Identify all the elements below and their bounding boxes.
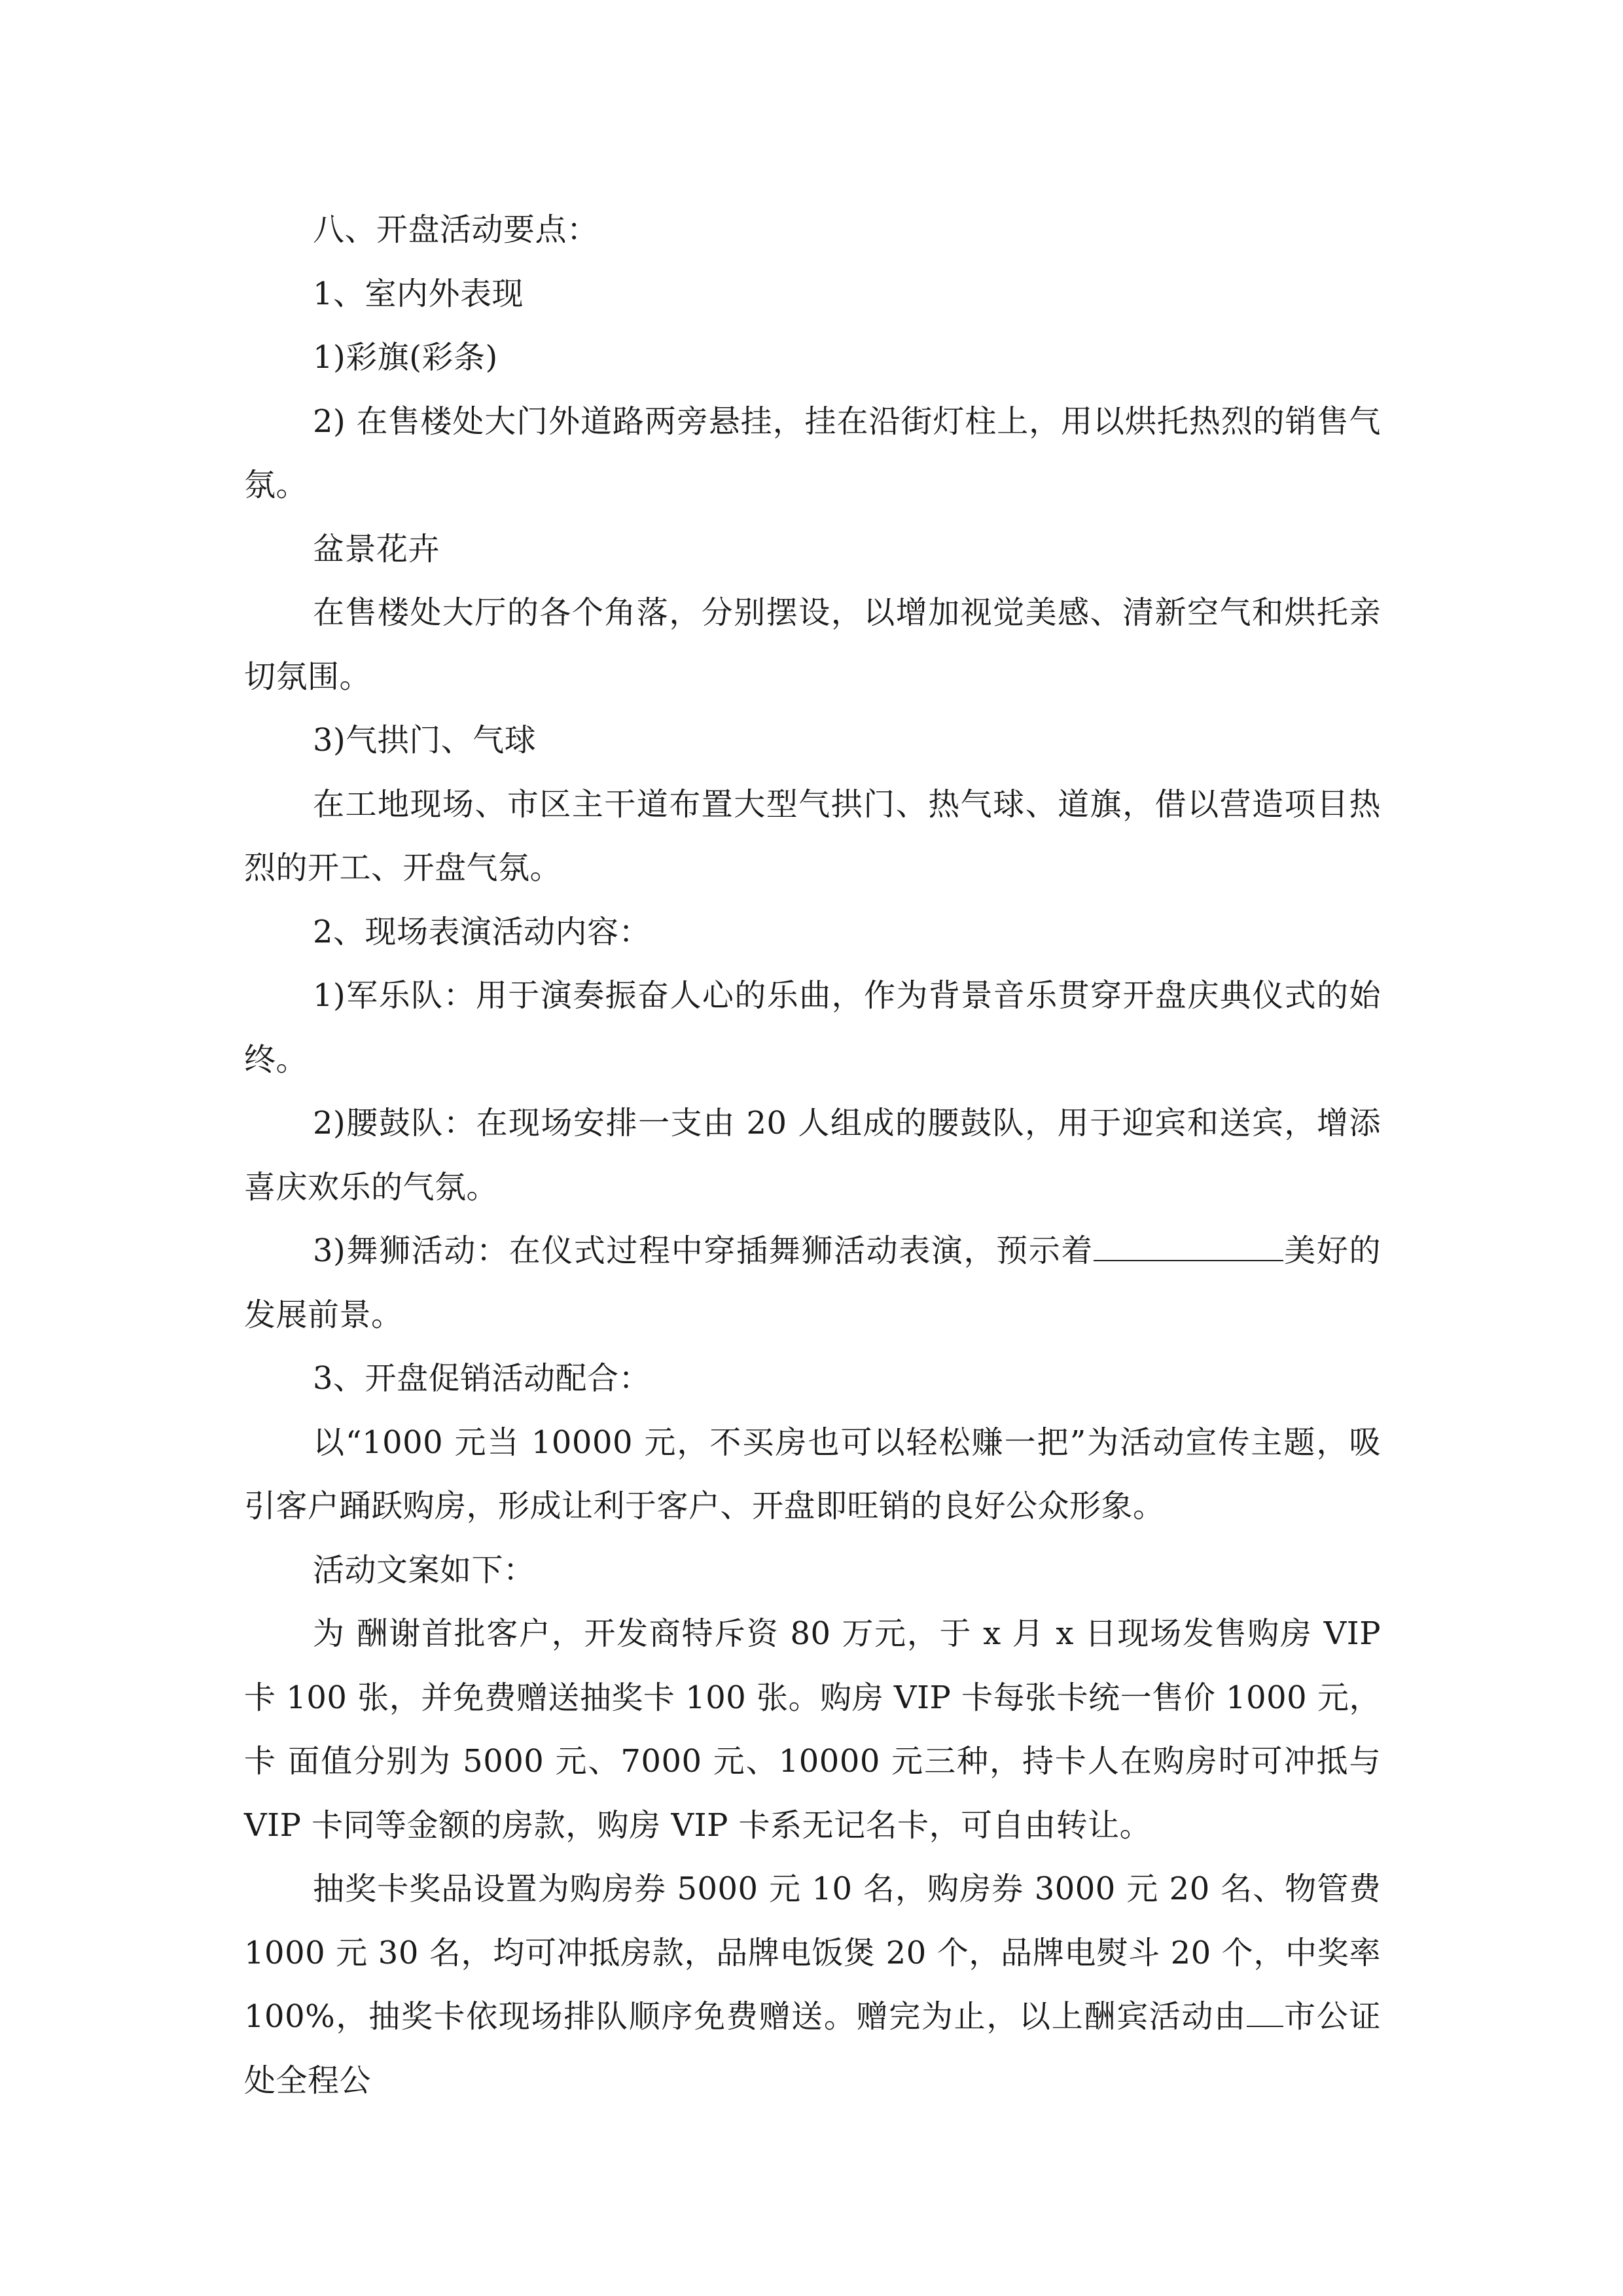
lottery-text-after: 市公证处全程公 (244, 1998, 1381, 2099)
fill-in-blank (1094, 1231, 1283, 1261)
paragraph-lion-dance (244, 1219, 1381, 1347)
item-potted-flowers: 盆景花卉 (313, 530, 440, 567)
paragraph-lottery-card (244, 1857, 1381, 2113)
paragraph-military-band: 1)军乐队：用于演奏振奋人心的乐曲，作为背景音乐贯穿开盘庆典仪式的始终。 (244, 977, 1381, 1078)
document-body (244, 198, 1381, 2113)
subheading-promotion: 3、开盘促销活动配合： (313, 1360, 651, 1397)
paragraph-flowers-placement: 在售楼处大厅的各个角落，分别摆设，以增加视觉美感、清新空气和烘托亲切氛围。 (244, 594, 1381, 695)
subheading-performances: 2、现场表演活动内容： (313, 913, 651, 950)
paragraph-vip-card: 为 酬谢首批客户，开发商特斥资 80 万元，于 x 月 x 日现场发售购房 VIP 卡 100 张，并免费赠送抽奖卡 100 张。购房 VIP 卡每张卡统一售价 1000 元，卡 面值分别为 5000 元、7000 元、10000 元三种，持卡人在购房时可冲抵与 VIP 卡同等金额的房款，购房 VIP 卡系无记名卡，可自由转让。 (244, 1615, 1381, 1844)
subheading-indoor-outdoor: 1、室内外表现 (313, 275, 524, 312)
item-flags: 1)彩旗(彩条) (313, 339, 498, 376)
lion-dance-text-before: 3)舞狮活动：在仪式过程中穿插舞狮活动表演，预示着 (313, 1232, 1094, 1269)
section-heading-opening-points: 八、开盘活动要点： (313, 211, 599, 248)
fill-in-blank-city (1247, 1997, 1283, 2027)
lion-dance-text-after: 美好的发展前景。 (244, 1232, 1381, 1333)
paragraph-promotion-theme: 以“1000 元当 10000 元，不买房也可以轻松赚一把”为活动宣传主题，吸引客户踊跃购房，形成让利于客户、开盘即旺销的良好公众形象。 (244, 1424, 1381, 1524)
heading-activity-copy: 活动文案如下： (313, 1551, 535, 1588)
paragraph-arches-placement: 在工地现场、市区主干道布置大型气拱门、热气球、道旗，借以营造项目热烈的开工、开盘气氛。 (244, 785, 1381, 886)
item-arches-balloons: 3)气拱门、气球 (313, 722, 537, 759)
lottery-text-before: 抽奖卡奖品设置为购房券 5000 元 10 名，购房券 3000 元 20 名、物管费 1000 元 30 名，均可冲抵房款，品牌电饭煲 20 个，品牌电熨斗 20 个，中奖率 100%，抽奖卡依现场排队顺序免费赠送。赠完为止，以上酬宾活动由 (244, 1871, 1381, 2035)
paragraph-waist-drum-team: 2)腰鼓队：在现场安排一支由 20 人组成的腰鼓队，用于迎宾和送宾，增添喜庆欢乐的气氛。 (244, 1105, 1381, 1206)
paragraph-flags-hanging: 2) 在售楼处大门外道路两旁悬挂，挂在沿街灯柱上，用以烘托热烈的销售气氛。 (244, 403, 1381, 503)
